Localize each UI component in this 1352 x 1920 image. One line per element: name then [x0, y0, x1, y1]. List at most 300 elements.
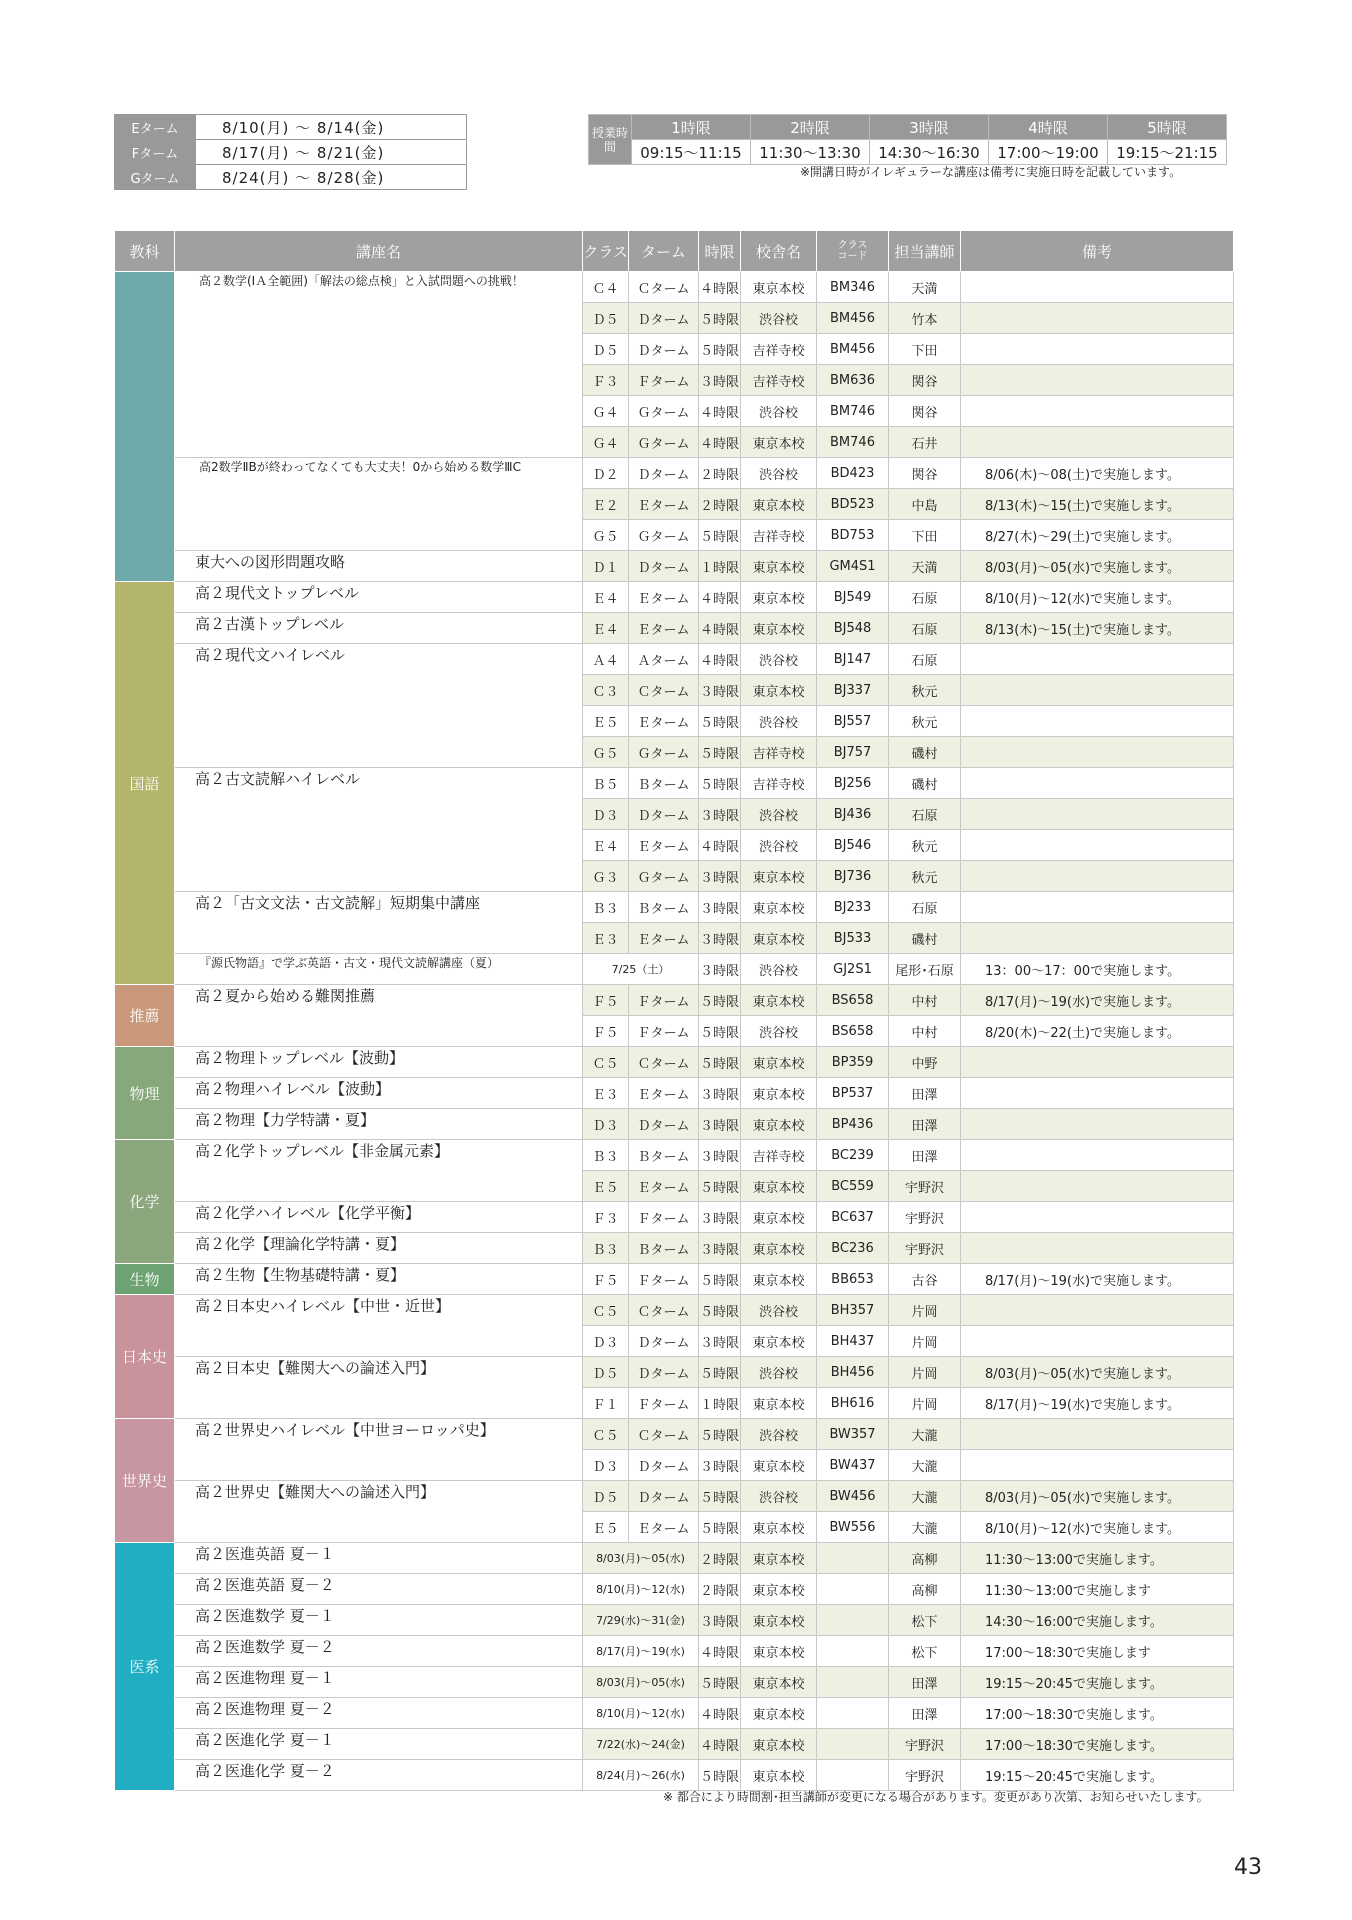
term-row — [115, 140, 467, 165]
cell-remark: 11:30～13:00で実施します。 — [961, 1543, 1234, 1574]
cell-term: Ｅターム — [629, 613, 699, 644]
cell-remark: 19:15～20:45で実施します。 — [961, 1760, 1234, 1791]
cell-remark: 8/10(月)～12(水)で実施します。 — [961, 582, 1234, 613]
course-dates: 7/29(水)～31(金) — [583, 1605, 699, 1636]
cell-class: Ｄ１ — [583, 551, 629, 582]
term-row — [115, 115, 467, 140]
cell-teacher: 竹本 — [889, 303, 961, 334]
subject-cell — [115, 1264, 175, 1295]
cell-period: ４時限 — [699, 272, 741, 303]
cell-campus: 東京本校 — [741, 489, 817, 520]
cell-term: Ｂターム — [629, 1233, 699, 1264]
cell-remark — [961, 830, 1234, 861]
cell-code: BD753 — [817, 520, 889, 551]
subject-name: 化学 — [129, 1193, 160, 1211]
cell-period: ５時限 — [699, 706, 741, 737]
course-row — [115, 1264, 1234, 1295]
subject-name: 医系 — [129, 1658, 160, 1676]
cell-teacher: 石原 — [889, 892, 961, 923]
period-name: 1時限 — [632, 115, 751, 140]
term-label: Fターム — [115, 140, 196, 165]
cell-period: ５時限 — [699, 737, 741, 768]
term-table — [114, 114, 467, 190]
course-name: 高２医進数学 夏－１ — [175, 1605, 583, 1636]
course-name: 高2数学ⅡBが終わってなくても大丈夫！0から始める数学ⅢC — [175, 458, 583, 551]
cell-term: Ｅターム — [629, 1512, 699, 1543]
subject-name: 日本史 — [121, 1348, 167, 1366]
cell-period: ３時限 — [699, 1078, 741, 1109]
term-label: Gターム — [115, 165, 196, 190]
course-dates: 8/17(月)～19(水) — [583, 1636, 699, 1667]
cell-code: BJ233 — [817, 892, 889, 923]
cell-code: BC559 — [817, 1171, 889, 1202]
cell-period: ３時限 — [699, 861, 741, 892]
cell-class: Ｇ４ — [583, 427, 629, 458]
bottom-note: ※ 都合により時間割･担当講師が変更になる場合があります。変更があり次第、お知らせいたします。 — [663, 1790, 1209, 1804]
cell-remark: 8/17(月)～19(水)で実施します。 — [961, 1264, 1234, 1295]
subject-name: 推薦 — [129, 1007, 160, 1025]
cell-campus: 東京本校 — [741, 923, 817, 954]
course-name: 高２化学ハイレベル【化学平衡】 — [175, 1202, 583, 1233]
cell-teacher: 片岡 — [889, 1357, 961, 1388]
cell-remark — [961, 272, 1234, 303]
course-row — [115, 458, 1234, 489]
course-name: 高２医進物理 夏－１ — [175, 1667, 583, 1698]
cell-code: BJ548 — [817, 613, 889, 644]
page-number: 43 — [1234, 1855, 1262, 1880]
course-name: 高２古漢トップレベル — [175, 613, 583, 644]
cell-period: ４時限 — [699, 1698, 741, 1729]
cell-period: ４時限 — [699, 396, 741, 427]
cell-term: Ｅターム — [629, 489, 699, 520]
cell-period: ３時限 — [699, 1233, 741, 1264]
course-row — [115, 1078, 1234, 1109]
cell-class: Ｄ３ — [583, 1326, 629, 1357]
period-time: 19:15～21:15 — [1108, 140, 1227, 165]
cell-remark — [961, 1140, 1234, 1171]
cell-period: ５時限 — [699, 1264, 741, 1295]
cell-campus: 東京本校 — [741, 1667, 817, 1698]
cell-campus: 渋谷校 — [741, 1295, 817, 1326]
cell-campus: 渋谷校 — [741, 458, 817, 489]
cell-period: ５時限 — [699, 1760, 741, 1791]
cell-period: ３時限 — [699, 1109, 741, 1140]
period-time: 11:30～13:30 — [751, 140, 870, 165]
cell-campus: 東京本校 — [741, 1326, 817, 1357]
cell-teacher: 石井 — [889, 427, 961, 458]
cell-term: Ｅターム — [629, 830, 699, 861]
cell-campus: 東京本校 — [741, 1574, 817, 1605]
column-header: クラス — [583, 231, 629, 272]
subject-cell — [115, 1295, 175, 1419]
course-row — [115, 1636, 1234, 1667]
cell-period: ４時限 — [699, 613, 741, 644]
cell-teacher: 下田 — [889, 520, 961, 551]
cell-campus: 東京本校 — [741, 1171, 817, 1202]
subject-cell — [115, 1543, 175, 1791]
course-name: 高２生物【生物基礎特講・夏】 — [175, 1264, 583, 1295]
cell-remark: 8/03(月)～05(水)で実施します。 — [961, 1357, 1234, 1388]
cell-code: BB653 — [817, 1264, 889, 1295]
cell-code: BW357 — [817, 1419, 889, 1450]
course-name: 高２夏から始める難関推薦 — [175, 985, 583, 1047]
cell-teacher: 宇野沢 — [889, 1729, 961, 1760]
cell-campus: 東京本校 — [741, 613, 817, 644]
cell-class: Ｃ５ — [583, 1295, 629, 1326]
cell-campus: 渋谷校 — [741, 396, 817, 427]
cell-class: Ｆ１ — [583, 1388, 629, 1419]
cell-code — [817, 1760, 889, 1791]
cell-teacher: 尾形･石原 — [889, 954, 961, 985]
cell-teacher: 中野 — [889, 1047, 961, 1078]
course-dates: 7/25（土） — [583, 954, 699, 985]
cell-remark — [961, 427, 1234, 458]
cell-term: Ｆターム — [629, 1202, 699, 1233]
cell-teacher: 宇野沢 — [889, 1760, 961, 1791]
cell-campus: 吉祥寺校 — [741, 1140, 817, 1171]
course-row — [115, 1233, 1234, 1264]
column-header: 教科 — [115, 231, 175, 272]
cell-period: ３時限 — [699, 365, 741, 396]
cell-class: Ｅ３ — [583, 923, 629, 954]
cell-code: BD423 — [817, 458, 889, 489]
cell-teacher: 古谷 — [889, 1264, 961, 1295]
cell-term: Ｄターム — [629, 458, 699, 489]
period-time: 14:30～16:30 — [870, 140, 989, 165]
cell-period: １時限 — [699, 551, 741, 582]
cell-campus: 東京本校 — [741, 1450, 817, 1481]
course-name: 高２現代文トップレベル — [175, 582, 583, 613]
cell-teacher: 中村 — [889, 985, 961, 1016]
cell-code: BW437 — [817, 1450, 889, 1481]
cell-code: BH357 — [817, 1295, 889, 1326]
cell-teacher: 磯村 — [889, 737, 961, 768]
cell-term: Ｇターム — [629, 737, 699, 768]
cell-code — [817, 1729, 889, 1760]
cell-campus: 渋谷校 — [741, 954, 817, 985]
period-table — [588, 114, 1227, 165]
cell-class: Ｃ４ — [583, 272, 629, 303]
cell-remark: 8/03(月)～05(水)で実施します。 — [961, 551, 1234, 582]
cell-class: Ｅ４ — [583, 582, 629, 613]
cell-campus: 東京本校 — [741, 272, 817, 303]
cell-period: ５時限 — [699, 1667, 741, 1698]
cell-term: Ｆターム — [629, 1016, 699, 1047]
cell-period: ２時限 — [699, 489, 741, 520]
cell-class: Ｂ５ — [583, 768, 629, 799]
cell-remark — [961, 799, 1234, 830]
cell-period: ２時限 — [699, 1543, 741, 1574]
cell-remark — [961, 1419, 1234, 1450]
cell-period: ３時限 — [699, 1202, 741, 1233]
cell-code — [817, 1605, 889, 1636]
subject-cell — [115, 272, 175, 582]
cell-class: Ｅ４ — [583, 613, 629, 644]
course-name: 高２化学トップレベル【非金属元素】 — [175, 1140, 583, 1202]
course-row — [115, 551, 1234, 582]
cell-remark: 8/10(月)～12(水)で実施します。 — [961, 1512, 1234, 1543]
cell-code: BJ436 — [817, 799, 889, 830]
cell-remark: 14:30～16:00で実施します。 — [961, 1605, 1234, 1636]
cell-period: ５時限 — [699, 1481, 741, 1512]
cell-teacher: 松下 — [889, 1605, 961, 1636]
course-name: 高２物理トップレベル【波動】 — [175, 1047, 583, 1078]
cell-code — [817, 1698, 889, 1729]
cell-class: Ｇ５ — [583, 520, 629, 551]
cell-term: Ｆターム — [629, 1388, 699, 1419]
cell-remark — [961, 644, 1234, 675]
cell-campus: 吉祥寺校 — [741, 365, 817, 396]
subject-cell — [115, 582, 175, 985]
column-header: 時限 — [699, 231, 741, 272]
cell-class: Ｅ２ — [583, 489, 629, 520]
course-row — [115, 1574, 1234, 1605]
cell-campus: 東京本校 — [741, 1388, 817, 1419]
cell-code: BP359 — [817, 1047, 889, 1078]
cell-campus: 東京本校 — [741, 427, 817, 458]
cell-campus: 東京本校 — [741, 1109, 817, 1140]
cell-campus: 東京本校 — [741, 1047, 817, 1078]
cell-term: Ｄターム — [629, 1326, 699, 1357]
cell-code: BS658 — [817, 1016, 889, 1047]
cell-campus: 渋谷校 — [741, 799, 817, 830]
cell-class: Ｂ３ — [583, 1140, 629, 1171]
cell-term: Ｅターム — [629, 706, 699, 737]
cell-teacher: 磯村 — [889, 768, 961, 799]
period-name: 3時限 — [870, 115, 989, 140]
course-row — [115, 1202, 1234, 1233]
cell-campus: 東京本校 — [741, 1729, 817, 1760]
course-name: 高２医進化学 夏－２ — [175, 1760, 583, 1791]
cell-remark: 13：00～17：00で実施します。 — [961, 954, 1234, 985]
cell-code: BM636 — [817, 365, 889, 396]
course-name: 高２日本史【難関大への論述入門】 — [175, 1357, 583, 1419]
cell-campus: 東京本校 — [741, 1605, 817, 1636]
course-row — [115, 768, 1234, 799]
course-row — [115, 272, 1234, 303]
column-header: 校舎名 — [741, 231, 817, 272]
cell-teacher: 秋元 — [889, 706, 961, 737]
cell-teacher: 田澤 — [889, 1078, 961, 1109]
cell-remark — [961, 892, 1234, 923]
cell-code: BM456 — [817, 303, 889, 334]
cell-campus: 吉祥寺校 — [741, 737, 817, 768]
cell-remark: 8/17(月)～19(水)で実施します。 — [961, 985, 1234, 1016]
course-name: 高２「古文文法・古文読解」短期集中講座 — [175, 892, 583, 954]
course-name: 高２医進化学 夏－１ — [175, 1729, 583, 1760]
cell-teacher: 片岡 — [889, 1388, 961, 1419]
cell-term: Ｃターム — [629, 1047, 699, 1078]
cell-class: Ｄ５ — [583, 1481, 629, 1512]
cell-period: １時限 — [699, 1388, 741, 1419]
cell-term: Ｃターム — [629, 272, 699, 303]
course-dates: 8/03(月)～05(水) — [583, 1667, 699, 1698]
cell-class: Ｄ５ — [583, 303, 629, 334]
cell-class: Ｃ５ — [583, 1047, 629, 1078]
cell-remark — [961, 768, 1234, 799]
cell-term: Ｂターム — [629, 892, 699, 923]
cell-term: Ｅターム — [629, 1078, 699, 1109]
cell-teacher: 田澤 — [889, 1109, 961, 1140]
course-row — [115, 1605, 1234, 1636]
cell-period: ５時限 — [699, 334, 741, 365]
cell-period: ５時限 — [699, 1295, 741, 1326]
cell-campus: 渋谷校 — [741, 1016, 817, 1047]
cell-teacher: 田澤 — [889, 1698, 961, 1729]
cell-teacher: 大瀧 — [889, 1481, 961, 1512]
column-header: 講座名 — [175, 231, 583, 272]
cell-term: Ｇターム — [629, 520, 699, 551]
cell-campus: 東京本校 — [741, 892, 817, 923]
cell-teacher: 大瀧 — [889, 1450, 961, 1481]
cell-code: BC637 — [817, 1202, 889, 1233]
cell-campus: 吉祥寺校 — [741, 768, 817, 799]
course-row — [115, 985, 1234, 1016]
cell-code: BJ256 — [817, 768, 889, 799]
course-name: 高２物理【力学特講・夏】 — [175, 1109, 583, 1140]
subject-cell — [115, 1419, 175, 1543]
cell-remark — [961, 1295, 1234, 1326]
cell-remark — [961, 923, 1234, 954]
cell-term: Ｄターム — [629, 303, 699, 334]
cell-period: ３時限 — [699, 1140, 741, 1171]
cell-remark: 8/27(木)～29(土)で実施します。 — [961, 520, 1234, 551]
cell-teacher: 片岡 — [889, 1295, 961, 1326]
cell-remark — [961, 1233, 1234, 1264]
cell-code: BC236 — [817, 1233, 889, 1264]
cell-teacher: 宇野沢 — [889, 1171, 961, 1202]
cell-campus: 渋谷校 — [741, 706, 817, 737]
course-row — [115, 1047, 1234, 1078]
cell-class: Ｅ５ — [583, 1171, 629, 1202]
period-name: 4時限 — [989, 115, 1108, 140]
cell-remark — [961, 1450, 1234, 1481]
cell-teacher: 関谷 — [889, 396, 961, 427]
cell-period: ５時限 — [699, 985, 741, 1016]
cell-remark — [961, 1171, 1234, 1202]
cell-term: Ｇターム — [629, 427, 699, 458]
course-row — [115, 1729, 1234, 1760]
cell-teacher: 秋元 — [889, 830, 961, 861]
cell-class: Ｆ５ — [583, 1264, 629, 1295]
cell-campus: 東京本校 — [741, 551, 817, 582]
cell-class: Ｄ５ — [583, 334, 629, 365]
cell-class: Ｇ４ — [583, 396, 629, 427]
cell-code: BW556 — [817, 1512, 889, 1543]
cell-class: Ｅ５ — [583, 706, 629, 737]
cell-class: Ｆ３ — [583, 365, 629, 396]
cell-period: ３時限 — [699, 923, 741, 954]
cell-teacher: 宇野沢 — [889, 1202, 961, 1233]
cell-code: BW456 — [817, 1481, 889, 1512]
cell-term: Ｃターム — [629, 675, 699, 706]
cell-code: BJ546 — [817, 830, 889, 861]
course-name: 高２医進物理 夏－２ — [175, 1698, 583, 1729]
cell-period: ５時限 — [699, 1016, 741, 1047]
cell-term: Ｄターム — [629, 334, 699, 365]
cell-code — [817, 1543, 889, 1574]
column-header: 備考 — [961, 231, 1234, 272]
cell-teacher: 大瀧 — [889, 1512, 961, 1543]
cell-code: BJ147 — [817, 644, 889, 675]
cell-term: Ｇターム — [629, 396, 699, 427]
cell-remark — [961, 365, 1234, 396]
cell-remark: 17:00～18:30で実施します — [961, 1636, 1234, 1667]
course-name: 『源氏物語』で学ぶ英語・古文・現代文読解講座（夏） — [175, 954, 583, 985]
column-header: 担当講師 — [889, 231, 961, 272]
cell-class: Ｄ３ — [583, 1450, 629, 1481]
course-name: 高２医進英語 夏－２ — [175, 1574, 583, 1605]
cell-remark — [961, 737, 1234, 768]
term-dates: 8/24(月) ～ 8/28(金) — [196, 165, 467, 190]
cell-campus: 渋谷校 — [741, 644, 817, 675]
cell-class: Ｅ３ — [583, 1078, 629, 1109]
cell-code: BM346 — [817, 272, 889, 303]
cell-teacher: 秋元 — [889, 675, 961, 706]
cell-period: ４時限 — [699, 830, 741, 861]
cell-remark — [961, 1326, 1234, 1357]
course-name: 高２医進英語 夏－１ — [175, 1543, 583, 1574]
cell-code: BP537 — [817, 1078, 889, 1109]
cell-period: ３時限 — [699, 892, 741, 923]
column-header: ターム — [629, 231, 699, 272]
cell-remark — [961, 706, 1234, 737]
cell-remark — [961, 303, 1234, 334]
cell-term: Ｆターム — [629, 365, 699, 396]
course-name: 高２古文読解ハイレベル — [175, 768, 583, 892]
course-row — [115, 1140, 1234, 1171]
cell-teacher: 松下 — [889, 1636, 961, 1667]
cell-campus: 東京本校 — [741, 1760, 817, 1791]
cell-campus: 東京本校 — [741, 861, 817, 892]
subject-name: 生物 — [129, 1270, 160, 1289]
period-time: 17:00～19:00 — [989, 140, 1108, 165]
cell-period: ３時限 — [699, 1326, 741, 1357]
cell-teacher: 石原 — [889, 644, 961, 675]
cell-campus: 東京本校 — [741, 1543, 817, 1574]
course-row — [115, 892, 1234, 923]
cell-remark — [961, 334, 1234, 365]
course-dates: 8/24(月)～26(水) — [583, 1760, 699, 1791]
course-name: 高２数学(ⅠＡ全範囲)「解法の総点検」と入試問題への挑戦！ — [175, 272, 583, 458]
cell-term: Ｄターム — [629, 1109, 699, 1140]
cell-teacher: 関谷 — [889, 365, 961, 396]
term-label: Eターム — [115, 115, 196, 140]
cell-teacher: 田澤 — [889, 1140, 961, 1171]
subject-name: 物理 — [129, 1084, 160, 1103]
cell-period: ３時限 — [699, 1450, 741, 1481]
cell-class: Ｇ３ — [583, 861, 629, 892]
cell-code: GM4S1 — [817, 551, 889, 582]
cell-remark: 8/13(木)～15(土)で実施します。 — [961, 489, 1234, 520]
cell-campus: 東京本校 — [741, 1512, 817, 1543]
cell-period: ５時限 — [699, 1047, 741, 1078]
cell-code: GJ2S1 — [817, 954, 889, 985]
cell-code: BC239 — [817, 1140, 889, 1171]
cell-class: Ｂ３ — [583, 892, 629, 923]
cell-period: ３時限 — [699, 1605, 741, 1636]
cell-class: Ｃ５ — [583, 1419, 629, 1450]
course-row — [115, 1698, 1234, 1729]
cell-period: ４時限 — [699, 582, 741, 613]
cell-period: ５時限 — [699, 1419, 741, 1450]
cell-term: Ｂターム — [629, 768, 699, 799]
cell-class: Ａ４ — [583, 644, 629, 675]
course-name: 高２化学【理論化学特講・夏】 — [175, 1233, 583, 1264]
cell-teacher: 天満 — [889, 272, 961, 303]
cell-campus: 東京本校 — [741, 582, 817, 613]
cell-class: Ｆ５ — [583, 985, 629, 1016]
